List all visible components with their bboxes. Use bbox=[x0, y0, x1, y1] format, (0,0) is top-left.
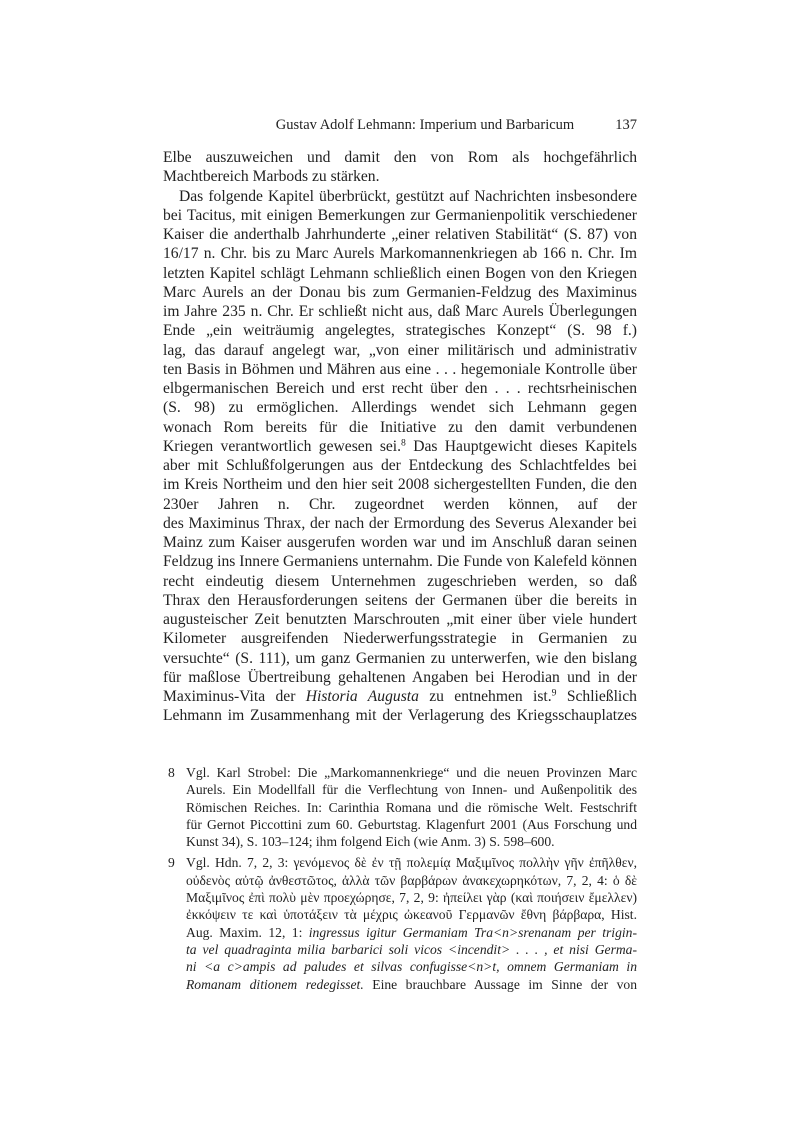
text-segment: recht eindeutig diesem Unternehmen zugeschrieben werden, so daß bbox=[163, 572, 637, 590]
text-segment: 230er Jahren n. Chr. zugeordnet werden können, auf der bbox=[163, 495, 637, 513]
text-line bbox=[186, 906, 637, 923]
text-segment: im Jahre 235 n. Chr. Er schließt nicht aus, daß Marc Aurels Überlegungen bbox=[163, 303, 637, 320]
text-line bbox=[163, 398, 637, 417]
text-segment: ἐκκόψειν τε καὶ ὑποτάξειν τὰ μέχρις ὠκεανοῦ Γερμανῶν ἔθνη βάρβαρα, Hist. bbox=[186, 907, 637, 923]
text-line bbox=[186, 799, 637, 816]
text-line bbox=[163, 148, 637, 167]
text-line bbox=[163, 572, 637, 591]
text-segment: elbgermanischen Bereich und erst recht über den . . . rechtsrheinischen bbox=[163, 380, 637, 397]
text-line bbox=[163, 360, 637, 379]
text-segment: Lehmann im Zusammenhang mit der Verlagerung des Kriegsschauplatzes bbox=[163, 707, 637, 725]
text-segment: ten Basis in Böhmen und Mähren aus eine . . . hegemoniale Kontrolle über bbox=[163, 360, 637, 378]
footnote-number: 9 bbox=[168, 855, 175, 871]
text-segment: Thrax den Herausforderungen seitens der Germanen über die bereits in bbox=[163, 591, 637, 609]
text-segment: versuchte“ (S. 111), um ganz Germanien zu unterwerfen, wie den bislang bbox=[163, 649, 637, 667]
text-line bbox=[163, 341, 637, 360]
text-line bbox=[163, 264, 637, 283]
text-segment: Aug. Maxim. 12, 1: bbox=[186, 924, 309, 940]
text-line bbox=[163, 418, 637, 437]
text-segment: Machtbereich Marbods zu stärken. bbox=[163, 168, 380, 186]
text-segment: Kilometer ausgreifenden Niederwerfungsstrategie in Germanien zu bbox=[163, 630, 637, 648]
text-segment: wonach Rom bereits für die Initiative zu den damit verbundenen bbox=[163, 418, 637, 436]
text-segment: Kaiser die anderthalb Jahrhunderte „einer relativen Stabilität“ (S. 87) von bbox=[163, 226, 637, 243]
footnote-ref[interactable]: 8 bbox=[401, 437, 406, 449]
text-line bbox=[186, 889, 637, 906]
text-line bbox=[186, 941, 637, 958]
text-segment: augusteischer Zeit benutzten Marschrouten „mit einer über viele hundert bbox=[163, 611, 637, 628]
text-line bbox=[186, 924, 637, 941]
text-line bbox=[186, 816, 637, 833]
text-segment: Römischen Reiches. In: Carinthia Romana und die römische Welt. Festschrift bbox=[186, 799, 637, 815]
text-line bbox=[163, 495, 637, 514]
text-line bbox=[163, 167, 637, 186]
footnote-number: 8 bbox=[168, 765, 175, 780]
text-line bbox=[163, 187, 637, 206]
text-line bbox=[163, 475, 637, 494]
text-segment: bei Tacitus, mit einigen Bemerkungen zur Germanienpolitik verschiedener bbox=[163, 206, 637, 224]
text-line bbox=[186, 764, 637, 781]
text-line bbox=[163, 668, 637, 687]
text-line bbox=[163, 225, 637, 244]
text-line bbox=[186, 833, 637, 850]
text-line bbox=[163, 533, 637, 552]
text-line bbox=[163, 514, 637, 533]
italic-text: Historia Augusta bbox=[305, 688, 419, 705]
text-segment: für Gernot Piccottini zum 60. Geburtstag. Klagenfurt 2001 (Aus Forschung und bbox=[186, 816, 637, 832]
text-segment: Mainz zum Kaiser ausgerufen worden war und im Anschluß daran seinen bbox=[163, 534, 637, 551]
text-line bbox=[163, 206, 637, 225]
italic-text: ingressus igitur Germaniam Tra<n>srenanam per trigin- bbox=[308, 924, 637, 940]
text-line bbox=[186, 976, 637, 993]
text-segment: οὐδενὸς αὐτῷ ἀνθεστῶτος, ἀλλὰ τῶν βαρβάρων ἀνακεχωρηκότων, 7, 2, 4: ὁ δὲ bbox=[186, 872, 637, 888]
text-line bbox=[163, 302, 637, 321]
footnotes bbox=[163, 764, 637, 997]
text-segment: (S. 98) zu ermöglichen. Allerdings wendet sich Lehmann gegen bbox=[163, 399, 637, 417]
text-segment: Feldzug ins Innere Germaniens unternahm. Die Funde von Kalefeld können bbox=[163, 553, 637, 571]
text-segment: Elbe auszuweichen und damit den von Rom als hochgefährlich bbox=[163, 149, 637, 166]
text-segment: Vgl. Hdn. 7, 2, 3: γενόμενος δὲ ἐν τῇ πολεμίᾳ Μαξιμῖνος πολλὴν γῆν ἐπῆλθεν, bbox=[186, 855, 637, 871]
text-line bbox=[163, 321, 637, 340]
text-segment: des Maximinus Thrax, der nach der Ermordung des Severus Alexander bei bbox=[163, 514, 637, 532]
text-line bbox=[163, 379, 637, 398]
italic-text: Romanam ditionem redegisset. bbox=[186, 976, 364, 992]
text-segment: Vgl. Karl Strobel: Die „Markomannenkriege“ und die neuen Provinzen Marc bbox=[186, 765, 637, 780]
text-line bbox=[163, 456, 637, 475]
text-line bbox=[186, 854, 637, 871]
text-line bbox=[186, 781, 637, 798]
text-line bbox=[163, 649, 637, 668]
text-segment: aber mit Schlußfolgerungen aus der Entdeckung des Schlachtfeldes bei bbox=[163, 457, 637, 474]
footnote-ref[interactable]: 9 bbox=[551, 687, 557, 699]
text-segment: Kunst 34), S. 103–124; ihm folgend Eich (wie Anm. 3) S. 598–600. bbox=[186, 834, 555, 850]
text-line bbox=[163, 552, 637, 571]
italic-text: ta vel quadraginta milia barbarici soli vicos <incendit> . . . , et nisi Germa- bbox=[186, 941, 637, 957]
text-segment: 16/17 n. Chr. bis zu Marc Aurels Markomannenkriegen ab 166 n. Chr. Im bbox=[163, 245, 637, 263]
text-segment: Das Hauptgewicht dieses Kapitels bbox=[413, 437, 637, 455]
footnote-9 bbox=[163, 854, 637, 992]
text-line bbox=[163, 283, 637, 302]
text-line bbox=[163, 687, 637, 706]
text-segment: lag, das darauf angelegt war, „von einer militärisch und administrativ bbox=[163, 341, 637, 359]
text-line bbox=[163, 706, 637, 725]
page-number: 137 bbox=[615, 117, 637, 133]
running-title: Gustav Adolf Lehmann: Imperium und Barbaricum bbox=[275, 117, 575, 133]
text-segment: Das folgende Kapitel überbrückt, gestützt auf Nachrichten insbesondere bbox=[179, 187, 637, 205]
text-line bbox=[163, 244, 637, 263]
text-segment: Kriegen verantwortlich gewesen sei. bbox=[163, 437, 402, 455]
body-text bbox=[163, 148, 637, 726]
text-segment: zu entnehmen ist. bbox=[418, 688, 552, 705]
text-segment: Maximinus-Vita der bbox=[163, 688, 306, 705]
text-line bbox=[186, 958, 637, 975]
text-segment: Aurels. Ein Modellfall für die Verflechtung von Innen- und Außenpolitik des bbox=[186, 782, 637, 798]
text-line bbox=[163, 437, 637, 456]
text-segment: im Kreis Northeim und den hier seit 2008 sichergestellten Funden, die den bbox=[163, 476, 637, 494]
text-segment: letzten Kapitel schlägt Lehmann schließlich einen Bogen von den Kriegen bbox=[163, 264, 637, 282]
text-segment: Ende „ein weiträumig angelegtes, strategisches Konzept“ (S. 98 f.) bbox=[163, 322, 637, 340]
footnote-8 bbox=[163, 764, 637, 850]
text-segment: für maßlose Übertreibung gehaltenen Angaben bei Herodian und in der bbox=[163, 668, 637, 686]
text-segment: Eine brauchbare Aussage im Sinne der von bbox=[363, 976, 637, 992]
text-line bbox=[186, 872, 637, 889]
text-segment: Μαξιμῖνος ἐπὶ πολὺ μὲν προεχώρησε, 7, 2, 9: ἠπείλει γὰρ (καὶ ποιήσειν ἔμελλεν) bbox=[186, 890, 637, 906]
text-line bbox=[163, 591, 637, 610]
text-line bbox=[163, 610, 637, 629]
text-segment: Schließlich bbox=[566, 688, 637, 705]
italic-text: ni <a c>ampis ad paludes et silvas confugisse<n>t, omnem Germaniam in bbox=[186, 959, 637, 975]
text-segment: Marc Aurels an der Donau bis zum Germanien-Feldzug des Maximinus bbox=[163, 283, 637, 301]
text-line bbox=[163, 629, 637, 648]
